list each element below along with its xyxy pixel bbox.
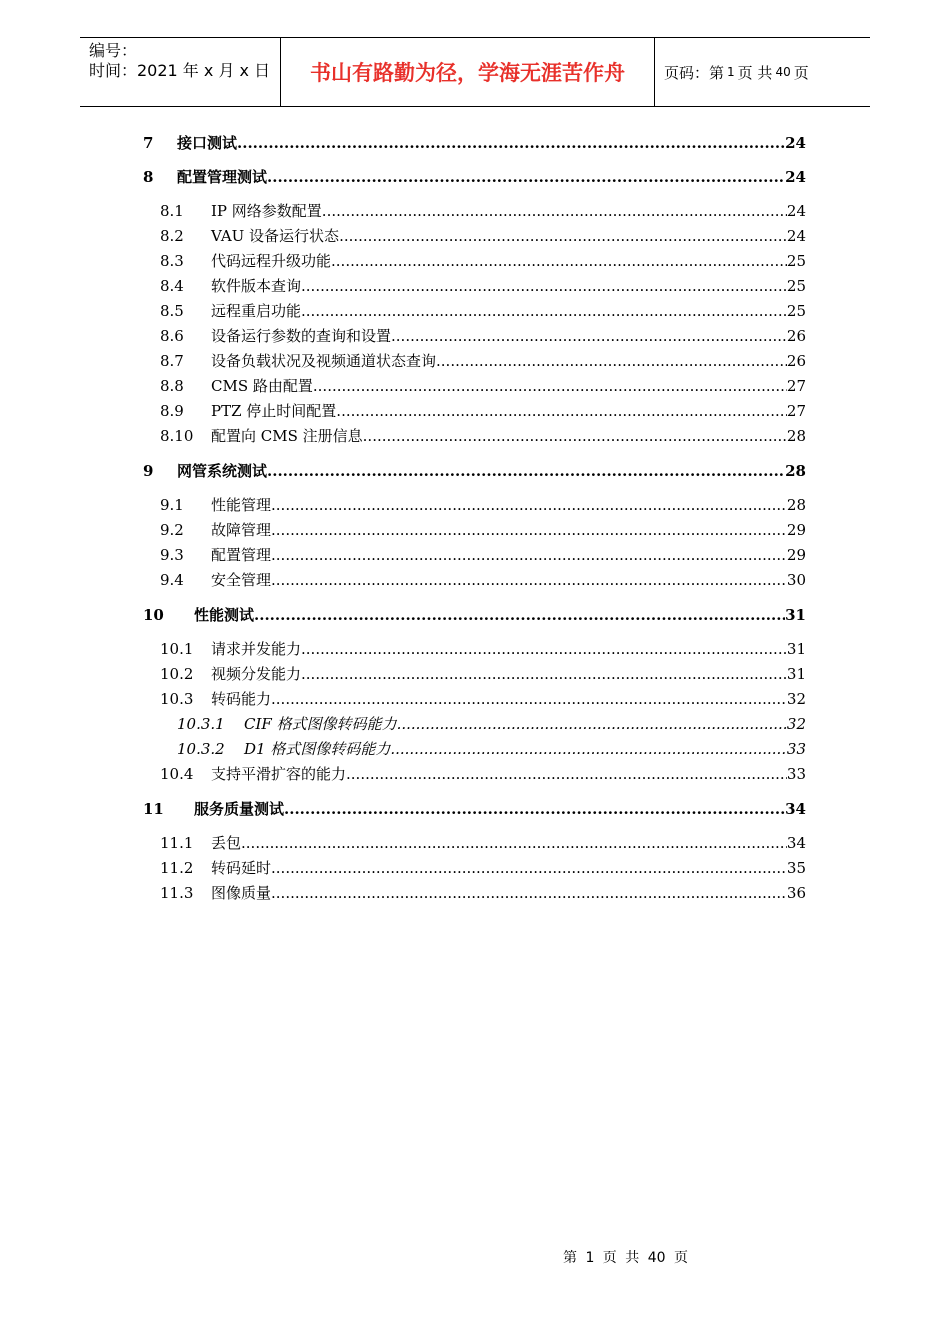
toc-title: 性能测试 [194,603,254,627]
toc-leader [339,224,787,249]
toc-number: 8.8 [160,377,184,395]
toc-entry[interactable] [143,249,806,274]
toc-title: PTZ 停止时间配置 [211,399,336,424]
toc-number: 10 [143,606,164,624]
toc-title: 设备运行参数的查询和设置 [211,324,391,349]
toc-number: 8.2 [160,227,184,245]
toc-entry[interactable] [143,299,806,324]
toc-number: 8.1 [160,202,184,220]
toc-title: 安全管理 [211,568,271,593]
toc-page: 33 [786,765,806,783]
toc-entry[interactable] [143,165,806,189]
toc-number: 7 [143,134,154,152]
toc-number: 8 [143,168,154,186]
toc-title: 性能管理 [211,493,271,518]
toc-number: 11.1 [160,834,194,852]
toc-entry[interactable] [143,459,806,483]
toc-entry[interactable] [143,797,806,821]
toc-title: 软件版本查询 [211,274,301,299]
toc-number: 10.1 [160,640,194,658]
document-header [80,37,870,107]
toc-leader [271,543,787,568]
toc-title: 配置管理测试 [177,165,267,189]
toc-entry[interactable] [143,324,806,349]
toc-leader [271,687,787,712]
toc-number: 10.3.2 [177,740,225,758]
toc-title: 故障管理 [211,518,271,543]
toc-title: 远程重启功能 [211,299,301,324]
toc-title: CIF 格式图像转码能力 [244,712,397,737]
toc-title: 图像质量 [211,881,271,906]
toc-title: 服务质量测试 [194,797,284,821]
toc-title: 丢包 [211,831,241,856]
toc-title: D1 格式图像转码能力 [244,737,390,762]
toc-entry[interactable] [143,568,806,593]
toc-entry[interactable] [143,712,806,737]
toc-page: 28 [786,496,806,514]
toc-leader [390,737,787,762]
toc-page: 29 [786,546,806,564]
header-motto: 书山有路勤为径，学海无涯苦作舟 [281,38,655,106]
toc-leader [301,637,787,662]
page-label-middle: 页 共 [737,63,773,82]
time-label: 时间：2021 年 x 月 x 日 [89,61,271,80]
toc-entry[interactable] [143,131,806,155]
toc-number: 9.2 [160,521,184,539]
toc-page: 33 [786,740,806,758]
toc-entry[interactable] [143,543,806,568]
toc-page: 32 [786,690,806,708]
toc-page: 31 [786,640,806,658]
toc-leader [331,249,787,274]
page-label-prefix: 页码：第 [664,63,725,82]
toc-title: 配置向 CMS 注册信息 [211,424,363,449]
toc-leader [346,762,787,787]
toc-entry[interactable] [143,399,806,424]
toc-page: 34 [786,834,806,852]
toc-leader [271,493,787,518]
toc-page: 24 [785,134,806,152]
header-page-indicator [655,38,870,106]
toc-page: 28 [785,462,806,480]
toc-page: 27 [786,377,806,395]
toc-leader [237,131,785,155]
toc-title: CMS 路由配置 [211,374,313,399]
toc-title: 设备负载状况及视频通道状态查询 [211,349,436,374]
toc-leader [254,603,785,627]
toc-entry[interactable] [143,424,806,449]
toc-number: 10.3.1 [177,715,225,733]
toc-number: 10.4 [160,765,194,783]
toc-entry[interactable] [143,199,806,224]
toc-leader [301,299,787,324]
toc-page: 24 [786,202,806,220]
toc-page: 30 [786,571,806,589]
toc-entry[interactable] [143,637,806,662]
toc-entry[interactable] [143,762,806,787]
toc-page: 25 [786,252,806,270]
toc-entry[interactable] [143,831,806,856]
toc-entry[interactable] [143,518,806,543]
toc-leader [301,662,787,687]
toc-page: 32 [786,715,806,733]
toc-number: 10.3 [160,690,194,708]
toc-leader [271,518,787,543]
toc-leader [301,274,787,299]
toc-title: 支持平滑扩容的能力 [211,762,346,787]
toc-number: 8.3 [160,252,184,270]
toc-number: 8.4 [160,277,184,295]
toc-page: 25 [786,277,806,295]
toc-leader [397,712,787,737]
toc-page: 36 [786,884,806,902]
toc-title: 视频分发能力 [211,662,301,687]
toc-number: 10.2 [160,665,194,683]
toc-entry[interactable] [143,603,806,627]
toc-title: 请求并发能力 [211,637,301,662]
toc-page: 28 [786,427,806,445]
toc-leader [241,831,787,856]
toc-page: 35 [786,859,806,877]
toc-leader [271,856,787,881]
toc-entry[interactable] [143,662,806,687]
toc-number: 8.10 [160,427,194,445]
header-meta-cell [80,38,281,106]
toc-leader [313,374,787,399]
toc-leader [322,199,787,224]
toc-number: 8.5 [160,302,184,320]
page-footer: 第 1 页 共 40 页 [563,1250,688,1266]
toc-number: 11.2 [160,859,194,877]
toc-entry[interactable] [143,493,806,518]
table-of-contents [143,131,806,906]
toc-title: IP 网络参数配置 [211,199,322,224]
page-total: 40 [775,65,791,79]
toc-number: 9 [143,462,154,480]
toc-number: 8.9 [160,402,184,420]
toc-page: 26 [786,327,806,345]
toc-page: 27 [786,402,806,420]
toc-leader [267,459,785,483]
toc-leader [271,568,787,593]
page-label-suffix: 页 [793,63,809,82]
toc-leader [271,881,787,906]
toc-leader [267,165,785,189]
toc-number: 11.3 [160,884,194,902]
toc-entry[interactable] [143,374,806,399]
toc-leader [363,424,787,449]
toc-page: 26 [786,352,806,370]
toc-leader [336,399,787,424]
toc-page: 29 [786,521,806,539]
toc-entry[interactable] [143,224,806,249]
toc-number: 8.7 [160,352,184,370]
toc-leader [284,797,785,821]
toc-page: 31 [785,606,806,624]
toc-page: 31 [786,665,806,683]
toc-page: 25 [786,302,806,320]
toc-entry[interactable] [143,687,806,712]
page-current: 1 [727,65,735,79]
toc-title: 代码远程升级功能 [211,249,331,274]
toc-page: 24 [786,227,806,245]
toc-title: 接口测试 [177,131,237,155]
toc-page: 24 [785,168,806,186]
toc-title: 网管系统测试 [177,459,267,483]
toc-number: 11 [143,800,164,818]
toc-title: 转码能力 [211,687,271,712]
toc-leader [391,324,787,349]
toc-leader [436,349,787,374]
toc-entry[interactable] [143,737,806,762]
toc-title: 配置管理 [211,543,271,568]
toc-page: 34 [785,800,806,818]
serial-label: 编号： [89,41,138,60]
toc-number: 9.4 [160,571,184,589]
toc-title: 转码延时 [211,856,271,881]
toc-title: VAU 设备运行状态 [211,224,339,249]
toc-number: 9.1 [160,496,184,514]
toc-number: 9.3 [160,546,184,564]
toc-entry[interactable] [143,881,806,906]
toc-number: 8.6 [160,327,184,345]
toc-entry[interactable] [143,349,806,374]
toc-entry[interactable] [143,274,806,299]
toc-entry[interactable] [143,856,806,881]
